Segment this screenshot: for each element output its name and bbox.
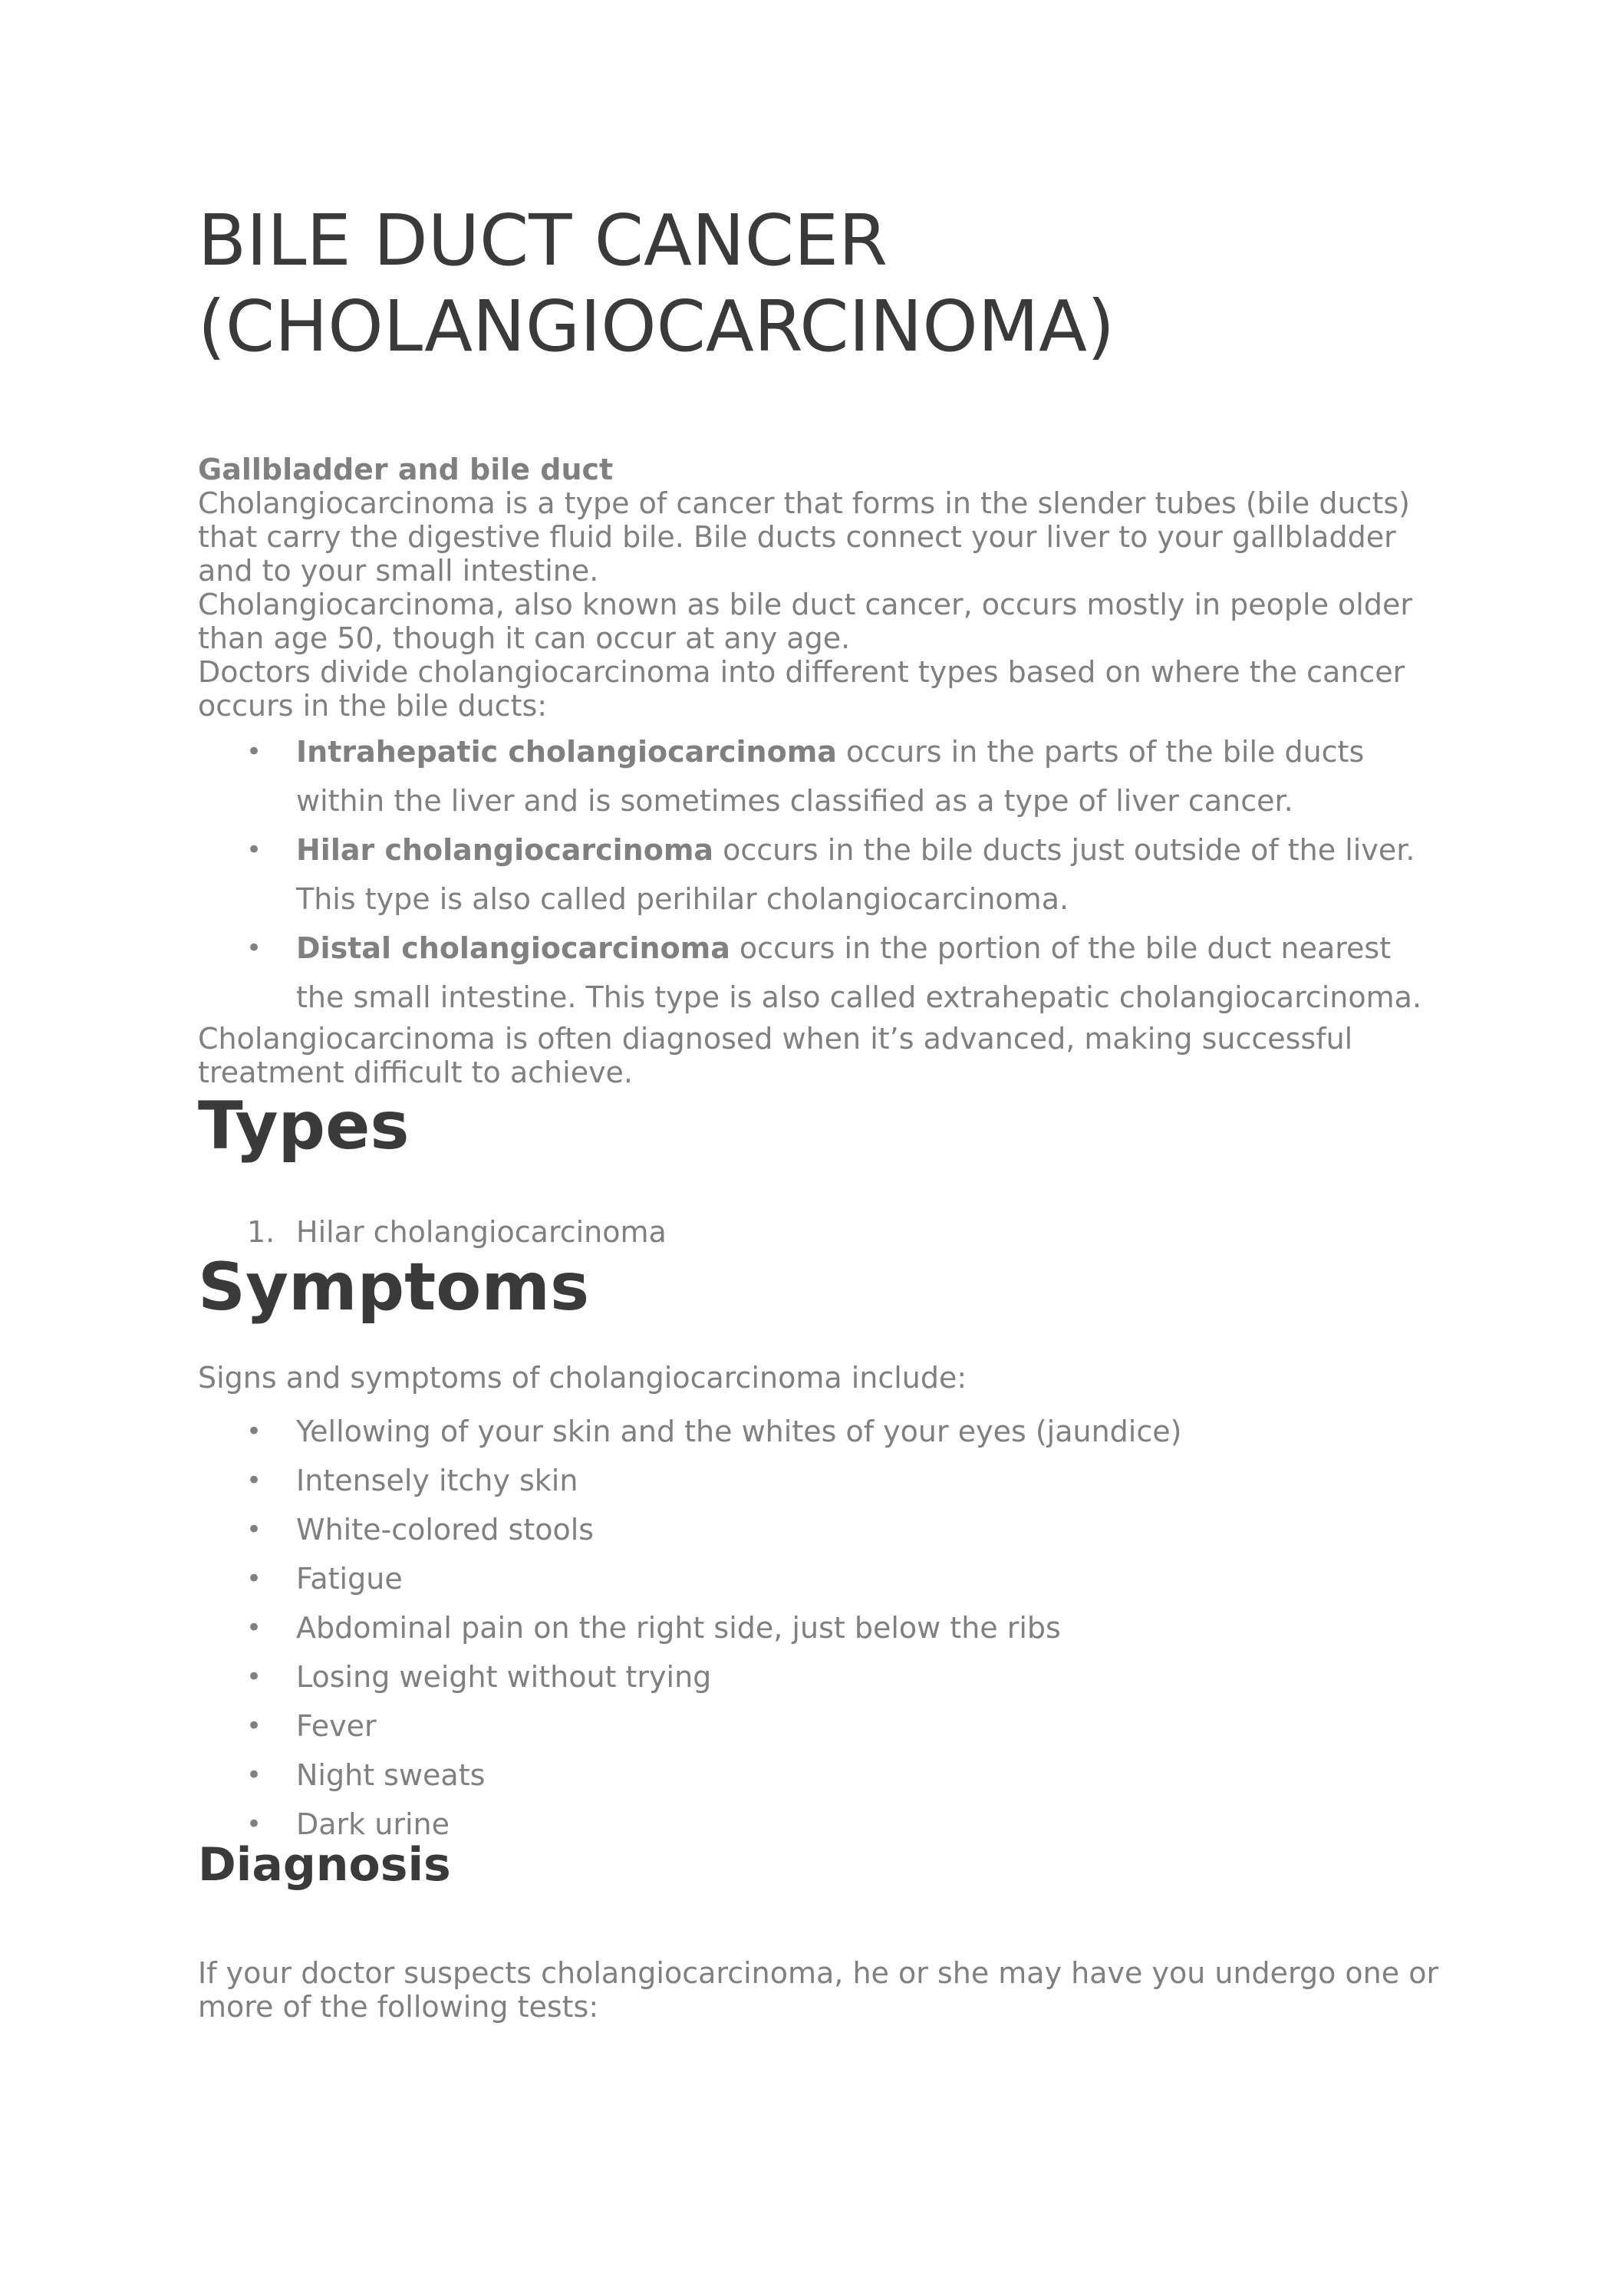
bullet-icon: • <box>246 1662 262 1692</box>
page-title: BILE DUCT CANCER (CHOLANGIOCARCINOMA) <box>198 199 1115 367</box>
diagnosis-heading: Diagnosis <box>198 1838 451 1892</box>
bullet-icon: • <box>246 1465 262 1496</box>
intro-section <box>198 453 1441 1089</box>
list-item-text: Fatigue <box>296 1562 403 1596</box>
list-item-text: Losing weight without trying <box>296 1660 712 1694</box>
cancer-types-list <box>198 727 1441 1022</box>
list-item-text: Abdominal pain on the right side, just below the ribs <box>296 1611 1061 1645</box>
intro-subheading: Gallbladder and bile duct <box>198 453 614 486</box>
list-item-text: Yellowing of your skin and the whites of your eyes (jaundice) <box>296 1415 1182 1448</box>
list-item <box>246 1800 1441 1849</box>
types-heading: Types <box>198 1088 410 1164</box>
symptoms-list <box>198 1407 1441 1849</box>
list-item <box>246 727 1441 825</box>
diagnosis-section <box>198 1956 1441 2024</box>
bullet-icon: • <box>246 1416 262 1447</box>
list-item <box>246 1554 1441 1603</box>
list-item <box>246 1652 1441 1701</box>
list-item <box>246 1407 1441 1456</box>
bullet-icon: • <box>246 1612 262 1643</box>
bullet-icon: • <box>246 1711 262 1741</box>
bullet-icon: • <box>246 933 262 964</box>
intro-closing: Cholangiocarcinoma is often diagnosed when it’s advanced, making successful treatment difficult to achieve. <box>198 1022 1353 1089</box>
list-item-term: Hilar cholangiocarcinoma <box>296 833 714 867</box>
list-item-text: occurs in the parts of the bile ducts within the liver and is sometimes classified as a type of liver cancer. <box>296 735 1365 818</box>
list-item-text: occurs in the bile ducts just outside of the liver. This type is also called perihilar cholangiocarcinoma. <box>296 833 1415 916</box>
intro-paragraph: Doctors divide cholangiocarcinoma into different types based on where the cancer occurs in the bile ducts: <box>198 655 1405 723</box>
intro-paragraph: Cholangiocarcinoma is a type of cancer that forms in the slender tubes (bile ducts) that carry the digestive fluid bile. Bile ducts connect your liver to your gallbladder and to your small intestine. <box>198 486 1410 588</box>
bullet-icon: • <box>246 835 262 865</box>
list-item <box>246 825 1441 924</box>
bullet-icon: • <box>246 1563 262 1594</box>
list-item <box>246 1603 1441 1652</box>
list-item <box>246 924 1441 1022</box>
bullet-icon: • <box>246 736 262 767</box>
bullet-icon: • <box>246 1809 262 1840</box>
list-item <box>246 1701 1441 1751</box>
list-item-term: Intrahepatic cholangiocarcinoma <box>296 735 837 769</box>
list-item <box>246 1456 1441 1505</box>
list-item-text: Intensely itchy skin <box>296 1464 578 1497</box>
list-number: 1. <box>247 1215 275 1249</box>
bullet-icon: • <box>246 1760 262 1790</box>
list-item-text: Dark urine <box>296 1807 450 1841</box>
symptoms-heading: Symptoms <box>198 1249 590 1326</box>
intro-paragraph: Cholangiocarcinoma, also known as bile duct cancer, occurs mostly in people older than age 50, though it can occur at any age. <box>198 588 1412 655</box>
list-item <box>246 1505 1441 1554</box>
symptoms-section <box>198 1361 1441 1849</box>
list-item-text: Night sweats <box>296 1758 486 1792</box>
diagnosis-text: If your doctor suspects cholangiocarcinoma, he or she may have you undergo one or more of the following tests: <box>198 1956 1439 2024</box>
bullet-icon: • <box>246 1514 262 1545</box>
list-item-term: Distal cholangiocarcinoma <box>296 931 730 965</box>
symptoms-intro: Signs and symptoms of cholangiocarcinoma include: <box>198 1361 967 1395</box>
list-item <box>246 1751 1441 1800</box>
list-item-text: White-colored stools <box>296 1513 595 1547</box>
list-item-text: Fever <box>296 1709 377 1743</box>
list-item-text: occurs in the portion of the bile duct nearest the small intestine. This type is also called extrahepatic cholangiocarcinoma. <box>296 931 1422 1014</box>
list-item-text: Hilar cholangiocarcinoma <box>296 1215 667 1249</box>
